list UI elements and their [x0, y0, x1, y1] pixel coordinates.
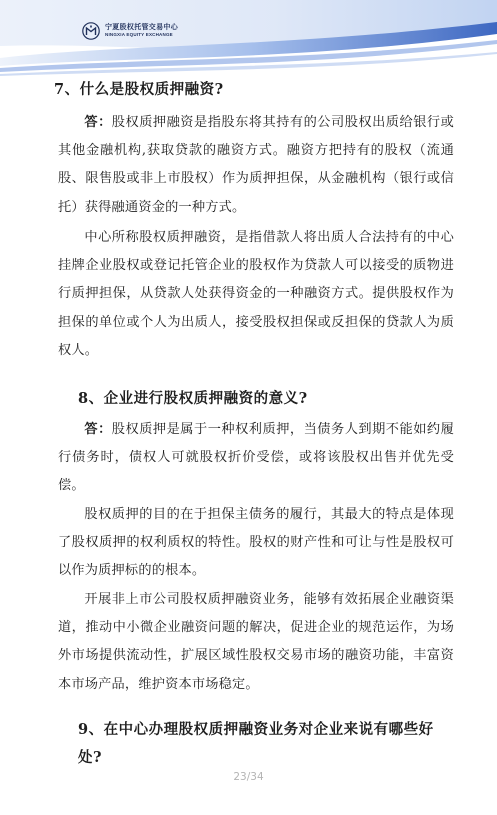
page-number: 23/34 [233, 771, 264, 783]
question-9-heading: 9、在中心办理股权质押融资业务对企业来说有哪些好处? [78, 721, 434, 766]
q8-answer-paragraph-1 [58, 416, 454, 501]
exchange-logo-icon [82, 22, 100, 40]
question-7-heading: 7、什么是股权质押融资? [54, 81, 224, 98]
answer-label: 答： [84, 422, 112, 437]
q8-answer-text-1: 股权质押是属于一种权利质押，当债务人到期不能如约履行债务时，债权人可就股权折价受偿，或将该股权出售并优先受偿。 [58, 422, 454, 494]
answer-label: 答： [84, 115, 112, 130]
q7-answer-text-1: 股权质押融资是指股东将其持有的公司股权出质给银行或其他金融机构,获取贷款的融资方式。融资方把持有的股权（流通股、限售股或非上市股权）作为质押担保，从金融机构（银行或信托）获得融通资金的一种方式。 [58, 115, 454, 215]
q7-answer-paragraph-1 [58, 109, 454, 222]
q8-answer-paragraph-2: 股权质押的目的在于担保主债务的履行，其最大的特点是体现了股权质押的权利质权的特性。股权的财产性和可让与性是股权可以作为质押标的的根本。 [58, 507, 454, 579]
org-name-cn: 宁夏股权托管交易中心 [105, 23, 178, 32]
question-8-heading: 8、企业进行股权质押融资的意义? [78, 390, 308, 407]
q7-answer-paragraph-2: 中心所称股权质押融资，是指借款人将出质人合法持有的中心挂牌企业股权或登记托管企业的股权作为贷款人可以接受的质物进行质押担保，从贷款人处获得资金的一种融资方式。提供股权作为担保的单位或个人为出质人，接受股权担保或反担保的贷款人为质权人。 [58, 230, 454, 358]
org-name-en: NINGXIA EQUITY EXCHANGE [105, 32, 173, 38]
q8-answer-paragraph-3: 开展非上市公司股权质押融资业务，能够有效拓展企业融资渠道，推动中小微企业融资问题的解决，促进企业的规范运作，为场外市场提供流动性，扩展区域性股权交易市场的融资功能，丰富资本市场产品，维护资本市场稳定。 [58, 592, 454, 692]
header-decoration [0, 0, 497, 86]
org-logo [82, 22, 178, 40]
